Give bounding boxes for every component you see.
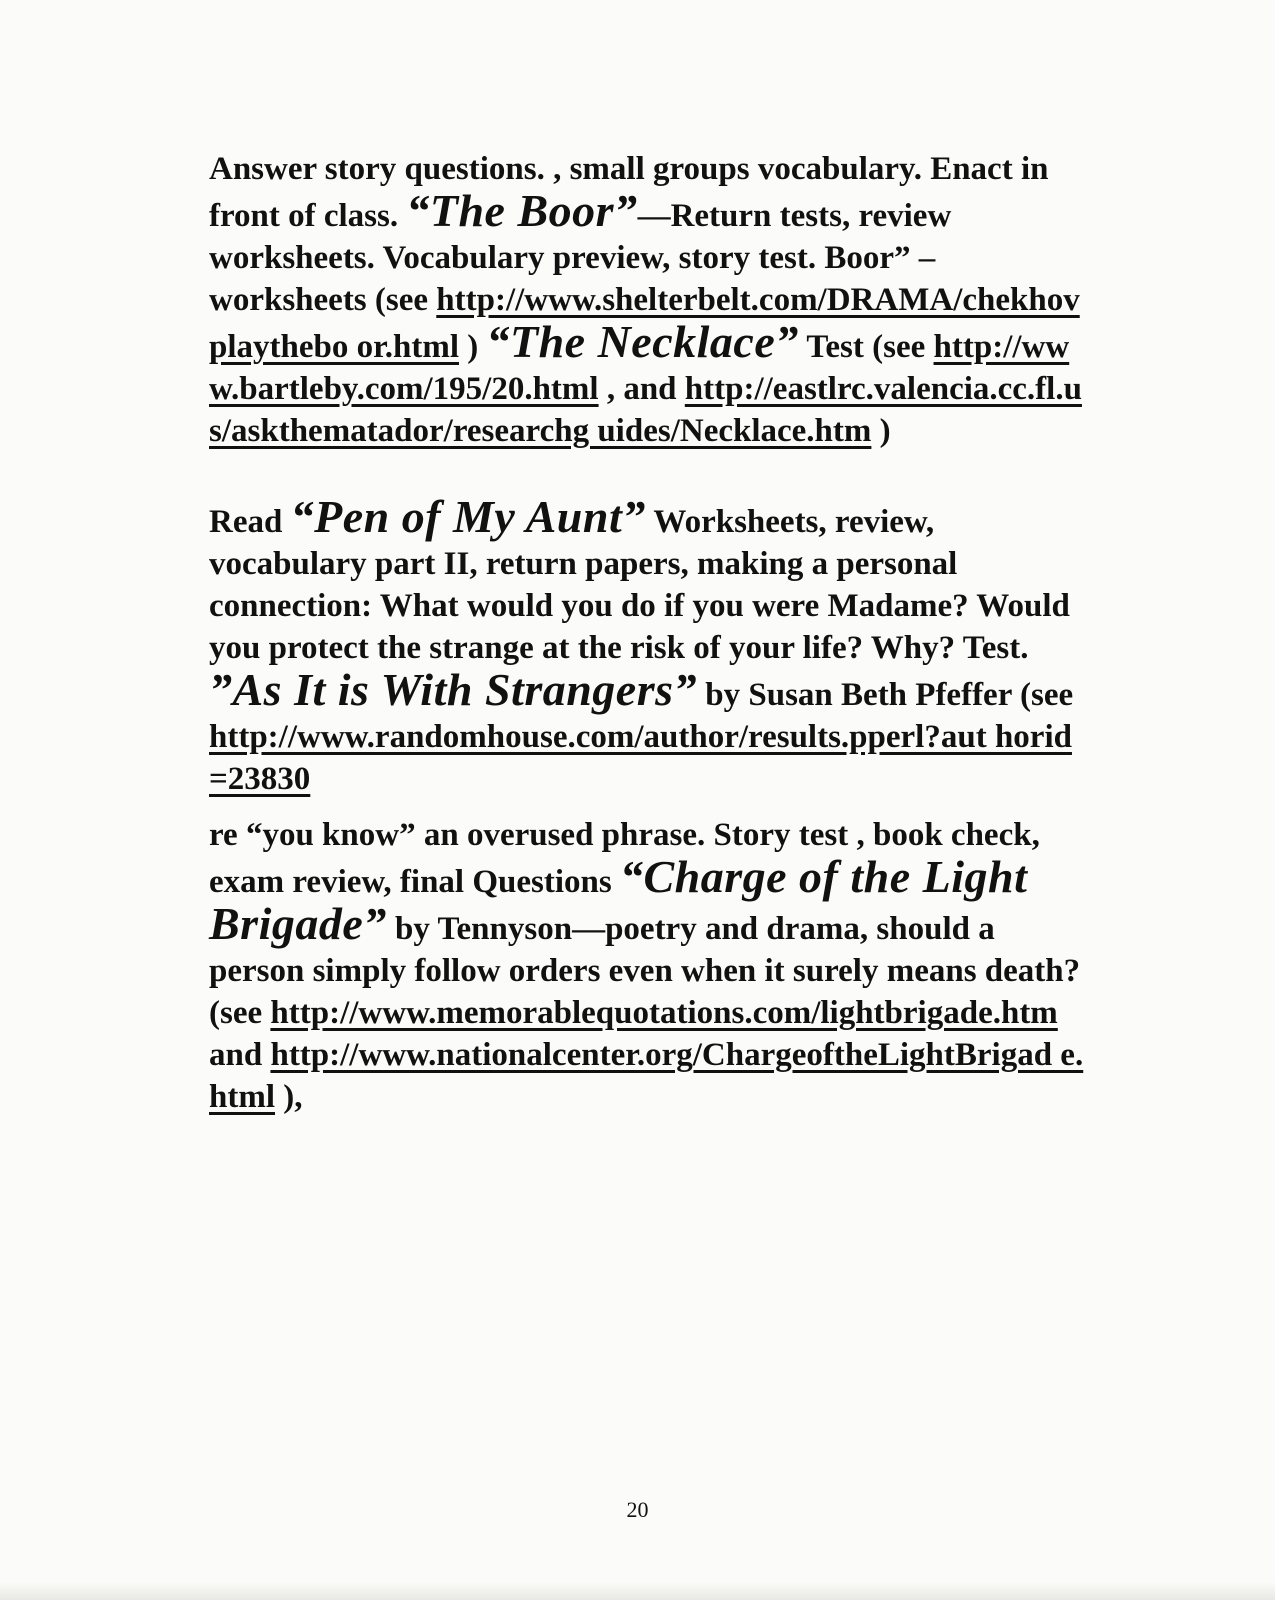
story-title-pen-of-my-aunt: “Pen of My Aunt” (290, 491, 646, 542)
text-segment: by Tennyson—poetry and drama, should a person simply follow orders even when it surely means death? (see (209, 911, 1081, 1031)
link-memorablequotations[interactable]: http://www.memorablequotations.com/lightbrigade.htm (270, 995, 1058, 1031)
story-title-the-necklace: “The Necklace” (486, 316, 799, 367)
paragraph-light-brigade (209, 814, 1089, 1118)
text-segment: Answer story questions. , small groups vocabulary. Enact in front of class. (209, 151, 1049, 234)
link-shelterbelt[interactable]: http://www.shelterbelt.com/DRAMA/chekhovplaythebo or.html (209, 282, 1080, 365)
link-nationalcenter[interactable]: http://www.nationalcenter.org/ChargeoftheLightBrigad e.html (209, 1037, 1084, 1115)
text-segment: Worksheets, review, vocabulary part II, return papers, making a personal connection: What would you do if you were Madame? Would you protect the strange at the risk of your life? Why? Test. (209, 504, 1070, 666)
text-segment: ) (458, 329, 487, 365)
page-bottom-edge (0, 1582, 1275, 1600)
poem-title-charge-of-the-light-brigade: “Charge of the Light Brigade” (209, 851, 1028, 949)
link-randomhouse[interactable]: http://www.randomhouse.com/author/results.pperl?aut horid=23830 (209, 719, 1072, 797)
text-segment: —Return tests, review worksheets. Vocabulary preview, story test. Boor” –worksheets (see (209, 198, 952, 318)
link-bartleby[interactable]: http://www.bartleby.com/195/20.html (209, 329, 1070, 407)
paragraph-pen-strangers (209, 491, 1089, 800)
text-segment: by Susan Beth Pfeffer (see (697, 677, 1074, 713)
story-title-the-boor: “The Boor” (406, 185, 638, 236)
text-segment: Read (209, 504, 291, 540)
page-body (209, 148, 1089, 1118)
story-title-as-it-is-with-strangers: ”As It is With Strangers” (209, 664, 698, 715)
text-segment: Test (see (798, 329, 934, 365)
paragraph-gap (209, 800, 1089, 814)
page-number: 20 (626, 1497, 649, 1522)
link-valencia[interactable]: http://eastlrc.valencia.cc.fl.us/askthematador/researchg uides/Necklace.htm (209, 371, 1082, 449)
text-segment: , and (598, 371, 685, 407)
text-segment: and (209, 1037, 271, 1073)
text-segment: ) (871, 413, 891, 449)
paragraph-boor-necklace (209, 148, 1089, 452)
paragraph-gap (209, 452, 1089, 496)
text-segment: re “you know” an overused phrase. Story test , book check, exam review, final Questions (209, 817, 1040, 900)
text-segment: ), (275, 1079, 303, 1115)
